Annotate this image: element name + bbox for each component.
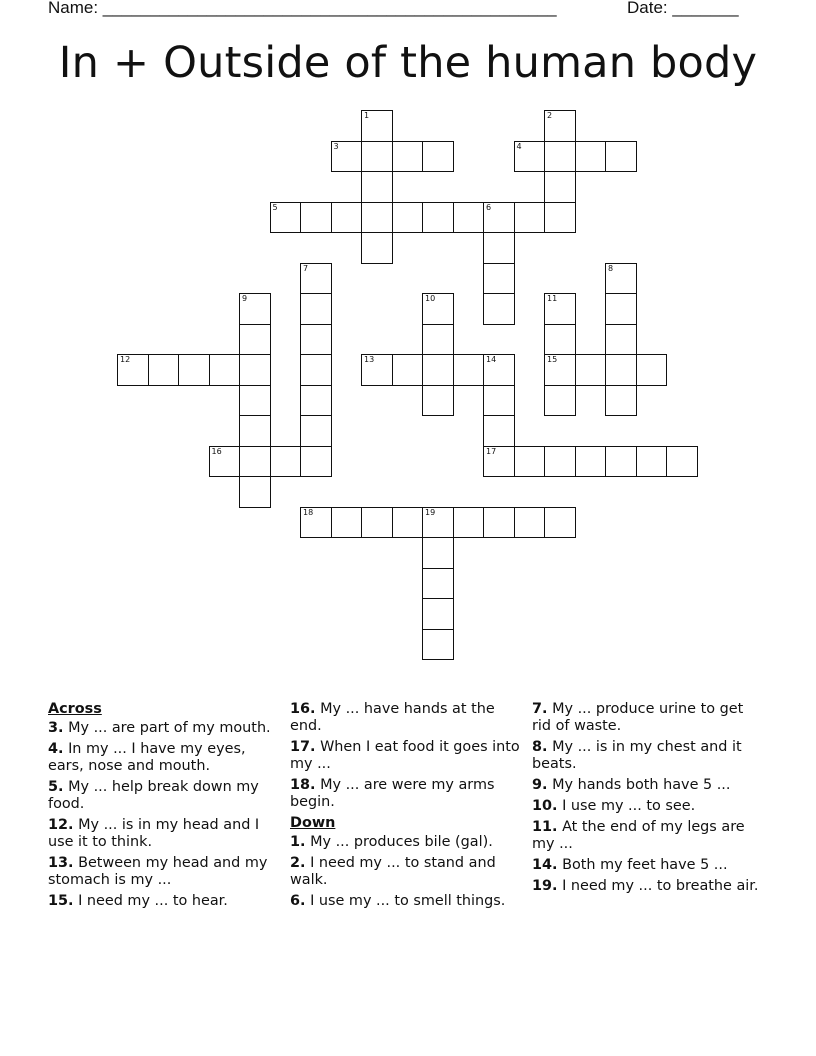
- crossword-cell[interactable]: [605, 324, 637, 356]
- crossword-cell[interactable]: [483, 354, 515, 386]
- crossword-cell[interactable]: [331, 507, 363, 539]
- crossword-cell[interactable]: [300, 385, 332, 417]
- clue-number: 13.: [48, 855, 74, 871]
- clue-across-4: [48, 741, 276, 775]
- cell-number: 3: [333, 141, 339, 151]
- cell-number: 5: [272, 202, 278, 212]
- clue-number: 3.: [48, 720, 64, 736]
- crossword-cell[interactable]: [483, 507, 515, 539]
- clue-text: Both my feet have 5 ...: [562, 857, 728, 873]
- clue-text: In my ... I have my eyes, ears, nose and mouth.: [48, 741, 246, 774]
- crossword-cell[interactable]: [544, 354, 576, 386]
- page-title: In + Outside of the human body: [58, 38, 758, 88]
- crossword-cell[interactable]: [361, 232, 393, 264]
- clue-text: At the end of my legs are my ...: [532, 819, 745, 852]
- crossword-cell[interactable]: [544, 171, 576, 203]
- clue-number: 10.: [532, 798, 558, 814]
- clue-text: My ... produce urine to get rid of waste.: [532, 701, 744, 734]
- crossword-cell[interactable]: [575, 446, 607, 478]
- crossword-cell[interactable]: [483, 415, 515, 447]
- crossword-cell[interactable]: [575, 354, 607, 386]
- crossword-cell[interactable]: [544, 385, 576, 417]
- crossword-cell[interactable]: [636, 354, 668, 386]
- clue-text: My ... is in my chest and it beats.: [532, 739, 742, 772]
- clues-column-3: [532, 701, 764, 899]
- cell-number: 16: [211, 446, 222, 456]
- clue-number: 17.: [290, 739, 316, 755]
- clue-text: I need my ... to hear.: [78, 893, 228, 909]
- cell-number: 11: [547, 294, 558, 303]
- crossword-cell[interactable]: [544, 324, 576, 356]
- crossword-cell[interactable]: [544, 293, 576, 325]
- crossword-cell[interactable]: [300, 293, 332, 325]
- cell-number: 4: [516, 141, 522, 151]
- crossword-cell[interactable]: [514, 141, 546, 173]
- crossword-cell[interactable]: [422, 598, 454, 630]
- crossword-cell[interactable]: [331, 141, 363, 173]
- cell-number: 8: [608, 263, 614, 273]
- crossword-cell[interactable]: [361, 110, 393, 142]
- crossword-cell[interactable]: [422, 293, 454, 325]
- clue-text: My ... are were my arms begin.: [290, 777, 495, 810]
- clue-down-6: [290, 893, 522, 910]
- clue-text: My hands both have 5 ...: [552, 777, 731, 793]
- crossword-cell[interactable]: [483, 263, 515, 295]
- clue-down-9: [532, 777, 764, 794]
- crossword-cell[interactable]: [483, 232, 515, 264]
- crossword-cell[interactable]: [178, 354, 210, 386]
- crossword-cell[interactable]: [605, 293, 637, 325]
- cell-number: 6: [486, 202, 492, 212]
- crossword-cell[interactable]: [239, 415, 271, 447]
- crossword-cell[interactable]: [148, 354, 180, 386]
- cell-number: 19: [425, 507, 436, 517]
- crossword-cell[interactable]: [300, 354, 332, 386]
- crossword-cell[interactable]: [544, 446, 576, 478]
- clue-across-13: [48, 855, 276, 889]
- clue-down-2: [290, 855, 522, 889]
- cell-number: 18: [303, 507, 314, 517]
- crossword-cell[interactable]: [605, 354, 637, 386]
- clue-text: I need my ... to breathe air.: [562, 878, 759, 894]
- crossword-cell[interactable]: [514, 446, 546, 478]
- crossword-cell[interactable]: [483, 446, 515, 478]
- crossword-cell[interactable]: [422, 141, 454, 173]
- crossword-cell[interactable]: [392, 354, 424, 386]
- crossword-cell[interactable]: [422, 202, 454, 234]
- cell-number: 12: [120, 355, 131, 364]
- crossword-cell[interactable]: [544, 110, 576, 142]
- down-heading: Down: [290, 815, 336, 831]
- crossword-cell[interactable]: [483, 385, 515, 417]
- crossword-cell[interactable]: [239, 354, 271, 386]
- clue-number: 1.: [290, 834, 306, 850]
- crossword-cell[interactable]: [239, 446, 271, 478]
- clue-across-3: [48, 720, 276, 737]
- clue-down-1: [290, 834, 522, 851]
- crossword-cell[interactable]: [422, 537, 454, 569]
- clue-number: 11.: [532, 819, 558, 835]
- cell-number: 15: [547, 355, 558, 364]
- cell-number: 1: [364, 111, 370, 120]
- crossword-cell[interactable]: [422, 507, 454, 539]
- cell-number: 13: [364, 355, 375, 364]
- clue-number: 9.: [532, 777, 548, 793]
- crossword-cell[interactable]: [514, 507, 546, 539]
- cell-number: 10: [425, 294, 436, 303]
- crossword-cell[interactable]: [300, 263, 332, 295]
- crossword-cell[interactable]: [453, 202, 485, 234]
- crossword-cell[interactable]: [300, 202, 332, 234]
- crossword-cell[interactable]: [239, 293, 271, 325]
- clue-text: My ... are part of my mouth.: [68, 720, 271, 736]
- clue-text: Between my head and my stomach is my ...: [48, 855, 268, 888]
- crossword-cell[interactable]: [300, 446, 332, 478]
- crossword-cell[interactable]: [331, 202, 363, 234]
- crossword-cell[interactable]: [605, 446, 637, 478]
- crossword-cell[interactable]: [422, 629, 454, 661]
- crossword-cell[interactable]: [300, 507, 332, 539]
- crossword-cell[interactable]: [392, 507, 424, 539]
- clue-across-12: [48, 817, 276, 851]
- crossword-cell[interactable]: [544, 507, 576, 539]
- clue-text: I use my ... to smell things.: [310, 893, 506, 909]
- clue-text: My ... is in my head and I use it to think.: [48, 817, 260, 850]
- cell-number: 7: [303, 263, 309, 273]
- clue-text: My ... produces bile (gal).: [310, 834, 493, 850]
- clue-down-10: [532, 798, 764, 815]
- clue-across-15: [48, 893, 276, 910]
- crossword-cell[interactable]: [422, 568, 454, 600]
- clue-number: 5.: [48, 779, 64, 795]
- crossword-cell[interactable]: [209, 354, 241, 386]
- crossword-cell[interactable]: [544, 202, 576, 234]
- clue-number: 7.: [532, 701, 548, 717]
- date-field-label: Date: _______: [627, 0, 739, 17]
- clue-down-14: [532, 857, 764, 874]
- crossword-cell[interactable]: [361, 171, 393, 203]
- clue-text: I use my ... to see.: [562, 798, 696, 814]
- across-heading: Across: [48, 701, 102, 717]
- clue-across-5: [48, 779, 276, 813]
- crossword-cell[interactable]: [361, 354, 393, 386]
- clue-number: 14.: [532, 857, 558, 873]
- crossword-cell[interactable]: [361, 507, 393, 539]
- crossword-cell[interactable]: [361, 202, 393, 234]
- cell-number: 14: [486, 355, 497, 364]
- clue-number: 12.: [48, 817, 74, 833]
- clue-number: 8.: [532, 739, 548, 755]
- clue-text: My ... have hands at the end.: [290, 701, 495, 734]
- crossword-cell[interactable]: [392, 141, 424, 173]
- clue-number: 18.: [290, 777, 316, 793]
- clue-down-11: [532, 819, 764, 853]
- cell-number: 9: [242, 294, 248, 303]
- crossword-cell[interactable]: [666, 446, 698, 478]
- crossword-cell[interactable]: [605, 263, 637, 295]
- crossword-cell[interactable]: [392, 202, 424, 234]
- clue-number: 2.: [290, 855, 306, 871]
- crossword-cell[interactable]: [636, 446, 668, 478]
- crossword-cell[interactable]: [270, 446, 302, 478]
- clue-text: My ... help break down my food.: [48, 779, 259, 812]
- crossword-cell[interactable]: [453, 507, 485, 539]
- cell-number: 17: [486, 446, 497, 456]
- clue-down-8: [532, 739, 764, 773]
- clue-across-18: [290, 777, 522, 811]
- crossword-cell[interactable]: [544, 141, 576, 173]
- crossword-cell[interactable]: [483, 202, 515, 234]
- clue-down-7: [532, 701, 764, 735]
- clue-across-17: [290, 739, 522, 773]
- crossword-cell[interactable]: [514, 202, 546, 234]
- crossword-cell[interactable]: [422, 354, 454, 386]
- clue-number: 6.: [290, 893, 306, 909]
- crossword-cell[interactable]: [239, 324, 271, 356]
- name-field-label: Name: ________________________________________________: [48, 0, 557, 17]
- clue-number: 15.: [48, 893, 74, 909]
- clue-number: 4.: [48, 741, 64, 757]
- clue-text: When I eat food it goes into my ...: [290, 739, 520, 772]
- crossword-cell[interactable]: [605, 141, 637, 173]
- cell-number: 2: [547, 111, 553, 120]
- clue-text: I need my ... to stand and walk.: [290, 855, 496, 888]
- crossword-cell[interactable]: [422, 385, 454, 417]
- clues-column-2: [290, 701, 522, 914]
- crossword-cell[interactable]: [270, 202, 302, 234]
- crossword-cell[interactable]: [300, 324, 332, 356]
- crossword-cell[interactable]: [239, 476, 271, 508]
- crossword-cell[interactable]: [422, 324, 454, 356]
- crossword-cell[interactable]: [575, 141, 607, 173]
- clue-number: 19.: [532, 878, 558, 894]
- crossword-cell[interactable]: [453, 354, 485, 386]
- crossword-cell[interactable]: [483, 293, 515, 325]
- crossword-cell[interactable]: [239, 385, 271, 417]
- clue-down-19: [532, 878, 764, 895]
- crossword-cell[interactable]: [300, 415, 332, 447]
- crossword-cell[interactable]: [117, 354, 149, 386]
- clues-column-1: [48, 701, 276, 914]
- crossword-cell[interactable]: [605, 385, 637, 417]
- crossword-cell[interactable]: [209, 446, 241, 478]
- clue-number: 16.: [290, 701, 316, 717]
- clue-across-16: [290, 701, 522, 735]
- crossword-cell[interactable]: [361, 141, 393, 173]
